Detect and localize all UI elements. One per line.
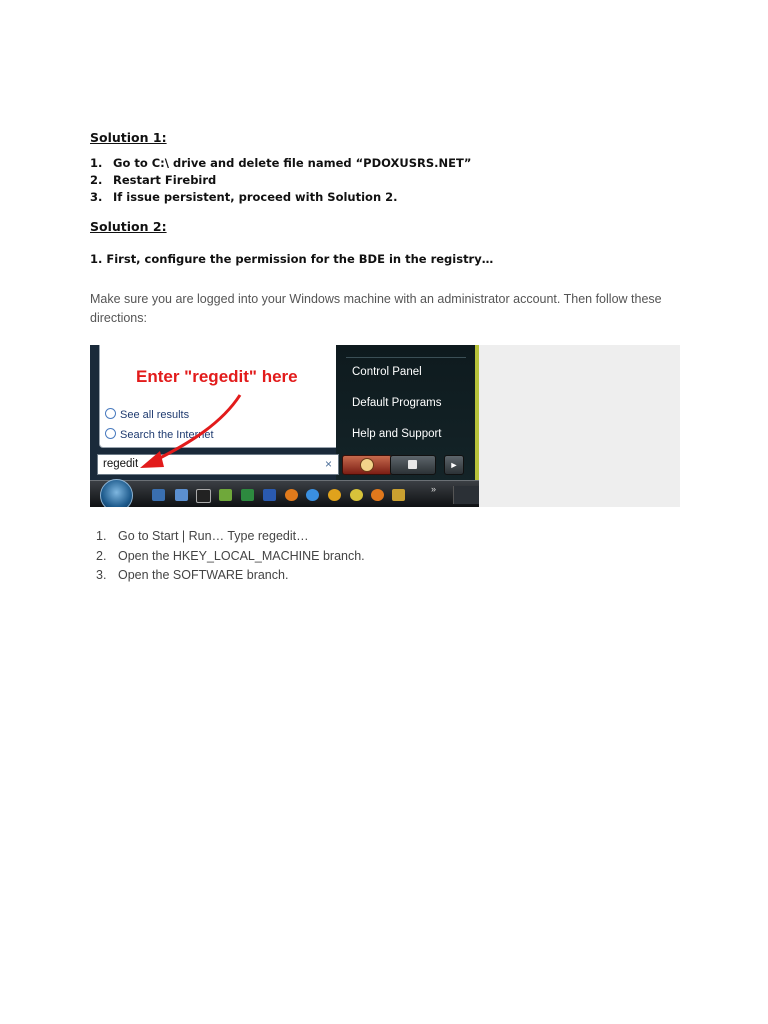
registry-step-heading: 1. First, configure the permission for the BDE in the registry… bbox=[90, 252, 494, 266]
list-item: 2. Open the HKEY_LOCAL_MACHINE branch. bbox=[96, 548, 365, 563]
regedit-annotation: Enter "regedit" here bbox=[136, 367, 298, 386]
clear-search-icon[interactable]: × bbox=[324, 457, 332, 471]
menu-item-default-programs[interactable]: Default Programs bbox=[352, 397, 442, 409]
list-item: 1. Go to Start | Run… Type regedit… bbox=[96, 529, 309, 543]
start-menu-screenshot bbox=[90, 345, 479, 507]
red-arrow-annotation bbox=[90, 345, 479, 507]
list-item: 2. Restart Firebird bbox=[90, 173, 217, 187]
list-item: 3. If issue persistent, proceed with Solution 2. bbox=[90, 190, 398, 204]
directions-list bbox=[96, 527, 365, 586]
menu-item-control-panel[interactable]: Control Panel bbox=[352, 366, 422, 378]
search-input-value: regedit bbox=[103, 458, 139, 470]
intro-paragraph: Make sure you are logged into your Windows machine with an administrator account. Then follow these directions: bbox=[90, 292, 662, 325]
solution-1-steps bbox=[90, 155, 471, 206]
taskbar-overflow-icon[interactable]: » bbox=[431, 484, 437, 494]
search-internet-link[interactable]: Search the Internet bbox=[105, 427, 214, 441]
list-item: 3. Open the SOFTWARE branch. bbox=[96, 568, 289, 582]
menu-item-help-and-support[interactable]: Help and Support bbox=[352, 428, 442, 440]
solution-2-heading: Solution 2: bbox=[90, 219, 167, 234]
list-item: 1. Go to C:\ drive and delete file named “PDOXUSRS.NET” bbox=[90, 156, 472, 170]
solution-1-heading: Solution 1: bbox=[90, 130, 167, 145]
shutdown-options-button[interactable]: ► bbox=[444, 455, 464, 475]
see-all-results-link[interactable]: See all results bbox=[105, 407, 189, 421]
